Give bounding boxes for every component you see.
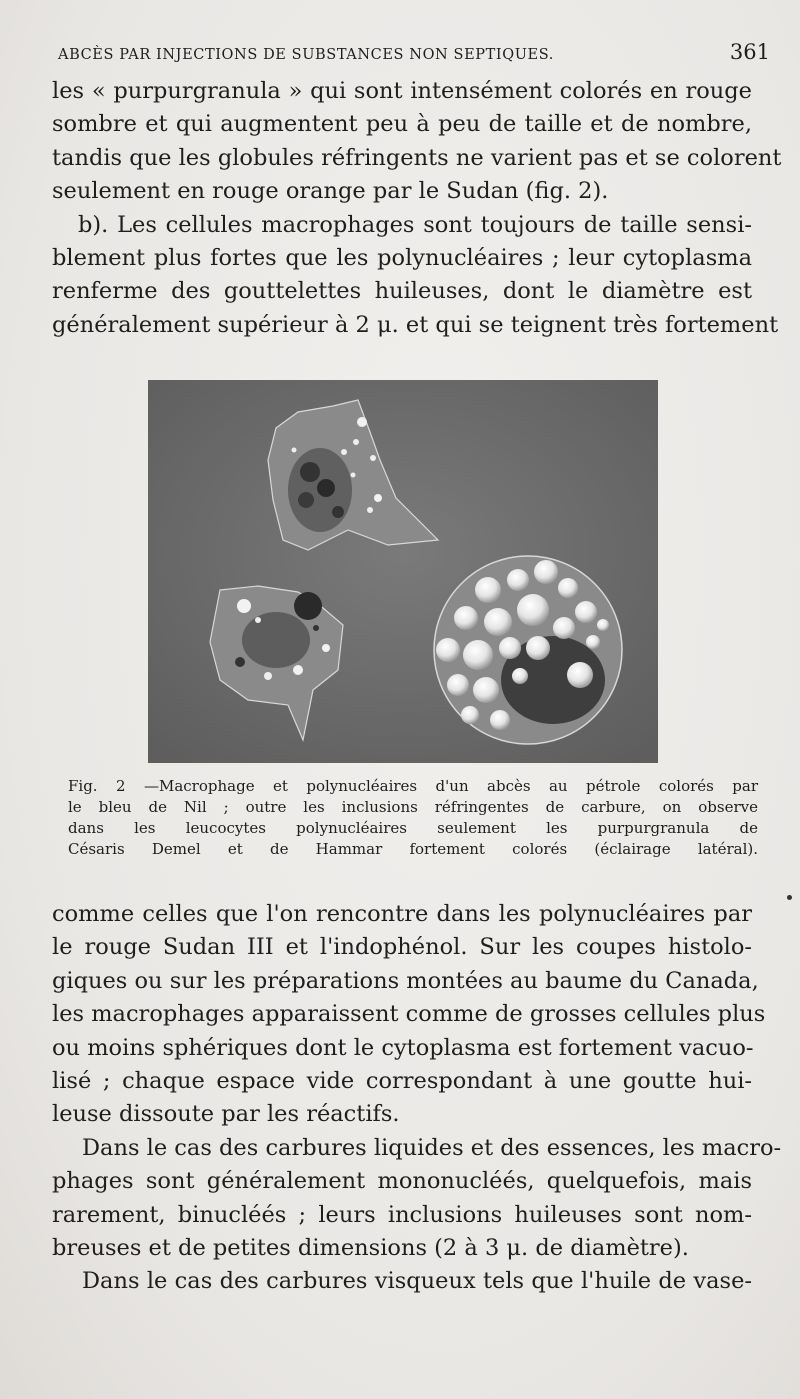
text-line: généralement supérieur à 2 μ. et qui se teignent très fortement <box>52 311 779 338</box>
page-number: 361 <box>729 40 770 64</box>
text-line: sombre et qui augmentent peu à peu de taille et de nombre, <box>52 111 752 138</box>
text-line: le rouge Sudan III et l'indophénol. Sur les coupes histolo- <box>52 934 752 961</box>
figure-caption <box>68 776 758 860</box>
text-line: b). Les cellules macrophages sont toujours de taille sensi- <box>78 211 752 238</box>
text-line: phages sont généralement mononucléés, quelquefois, mais <box>52 1168 752 1195</box>
micrograph-illustration <box>148 380 658 763</box>
caption-line: le bleu de Nil ; outre les inclusions réfringentes de carbure, on observe <box>68 798 758 816</box>
text-line: seulement en rouge orange par le Sudan (fig. 2). <box>52 178 609 205</box>
caption-line: dans les leucocytes polynucléaires seulement les purpurgranula de <box>68 819 758 837</box>
text-line: les « purpurgranula » qui sont intensément colorés en rouge <box>52 78 752 104</box>
micrograph-figure <box>148 380 658 763</box>
text-line: ou moins sphériques dont le cytoplasma est fortement vacuo- <box>52 1034 754 1061</box>
text-line: blement plus fortes que les polynucléaires ; leur cytoplasma <box>52 244 752 271</box>
text-line: lisé ; chaque espace vide correspondant à une goutte hui- <box>52 1067 752 1094</box>
text-line: les macrophages apparaissent comme de grosses cellules plus <box>52 1001 766 1028</box>
text-line: rarement, binucléés ; leurs inclusions huileuses sont nom- <box>52 1201 752 1228</box>
caption-line: Césaris Demel et de Hammar fortement colorés (éclairage latéral). <box>68 840 758 858</box>
bottom-paragraphs <box>52 898 782 1299</box>
text-line: renferme des gouttelettes huileuses, dont le diamètre est <box>52 278 752 305</box>
running-title: ABCÈS PAR INJECTIONS DE SUBSTANCES NON SEPTIQUES. <box>58 47 554 63</box>
caption-line: Fig. 2 —Macrophage et polynucléaires d'un abcès au pétrole colorés par <box>68 777 758 795</box>
text-line: leuse dissoute par les réactifs. <box>52 1101 400 1128</box>
page-header <box>58 40 770 64</box>
text-line: Dans le cas des carbures visqueux tels que l'huile de vase- <box>82 1268 752 1295</box>
text-line: tandis que les globules réfringents ne varient pas et se colorent <box>52 144 782 171</box>
text-line: breuses et de petites dimensions (2 à 3 μ. de diamètre). <box>52 1234 689 1261</box>
top-paragraph <box>52 75 782 342</box>
margin-mark <box>787 895 792 900</box>
text-line: Dans le cas des carbures liquides et des essences, les macro- <box>82 1134 782 1161</box>
text-line: comme celles que l'on rencontre dans les polynucléaires par <box>52 901 752 927</box>
text-line: giques ou sur les préparations montées au baume du Canada, <box>52 967 759 994</box>
